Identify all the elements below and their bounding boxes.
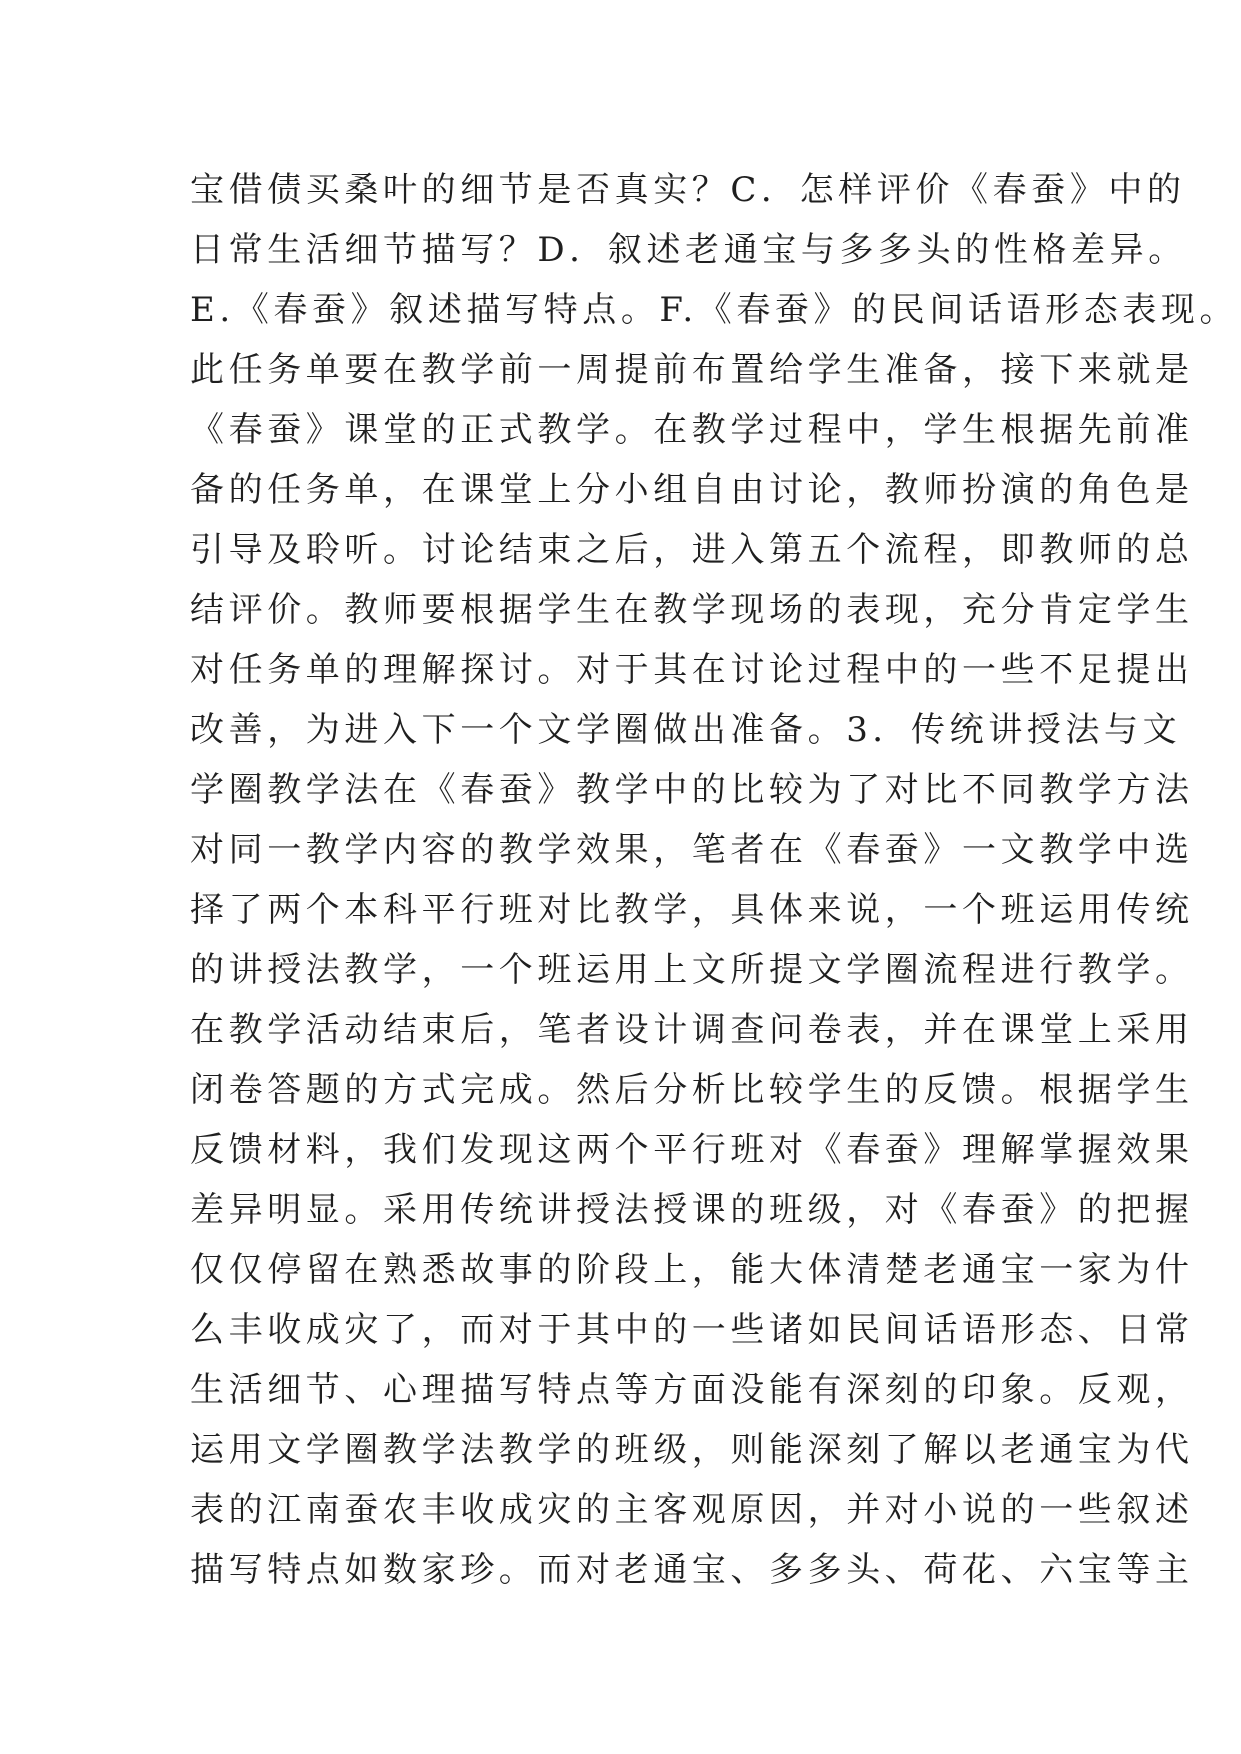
text-line: 表的江南蚕农丰收成灾的主客观原因，并对小说的一些叙述 bbox=[190, 1490, 1194, 1530]
text-line: 宝借债买桑叶的细节是否真实？C．怎样评价《春蚕》中的 bbox=[190, 170, 1186, 210]
text-line: 日常生活细节描写？D．叙述老通宝与多多头的性格差异。 bbox=[190, 230, 1187, 270]
text-line: 对任务单的理解探讨。对于其在讨论过程中的一些不足提出 bbox=[190, 650, 1194, 690]
text-line: 描写特点如数家珍。而对老通宝、多多头、荷花、六宝等主 bbox=[190, 1550, 1194, 1590]
text-line: 闭卷答题的方式完成。然后分析比较学生的反馈。根据学生 bbox=[190, 1070, 1194, 1110]
text-line: 学圈教学法在《春蚕》教学中的比较为了对比不同教学方法 bbox=[190, 770, 1194, 810]
text-line: E.《春蚕》叙述描写特点。F.《春蚕》的民间话语形态表现。 bbox=[190, 290, 1239, 330]
text-line: 运用文学圈教学法教学的班级，则能深刻了解以老通宝为代 bbox=[190, 1430, 1194, 1470]
text-line: 么丰收成灾了，而对于其中的一些诸如民间话语形态、日常 bbox=[190, 1310, 1194, 1350]
text-line: 生活细节、心理描写特点等方面没能有深刻的印象。反观， bbox=[190, 1370, 1194, 1410]
text-line: 对同一教学内容的教学效果，笔者在《春蚕》一文教学中选 bbox=[190, 830, 1194, 870]
text-line: 引导及聆听。讨论结束之后，进入第五个流程，即教师的总 bbox=[190, 530, 1194, 570]
text-line: 改善，为进入下一个文学圈做出准备。3．传统讲授法与文 bbox=[190, 710, 1182, 750]
text-line: 在教学活动结束后，笔者设计调查问卷表，并在课堂上采用 bbox=[190, 1010, 1194, 1050]
text-line: 结评价。教师要根据学生在教学现场的表现，充分肯定学生 bbox=[190, 590, 1194, 630]
text-line: 《春蚕》课堂的正式教学。在教学过程中，学生根据先前准 bbox=[190, 410, 1194, 450]
text-line: 此任务单要在教学前一周提前布置给学生准备，接下来就是 bbox=[190, 350, 1194, 390]
text-line: 择了两个本科平行班对比教学，具体来说，一个班运用传统 bbox=[190, 890, 1194, 930]
text-line: 反馈材料，我们发现这两个平行班对《春蚕》理解掌握效果 bbox=[190, 1130, 1194, 1170]
text-line: 仅仅停留在熟悉故事的阶段上，能大体清楚老通宝一家为什 bbox=[190, 1250, 1194, 1290]
body-text bbox=[190, 160, 1239, 1600]
text-line: 的讲授法教学，一个班运用上文所提文学圈流程进行教学。 bbox=[190, 950, 1194, 990]
text-line: 备的任务单，在课堂上分小组自由讨论，教师扮演的角色是 bbox=[190, 470, 1194, 510]
text-line: 差异明显。采用传统讲授法授课的班级，对《春蚕》的把握 bbox=[190, 1190, 1194, 1230]
